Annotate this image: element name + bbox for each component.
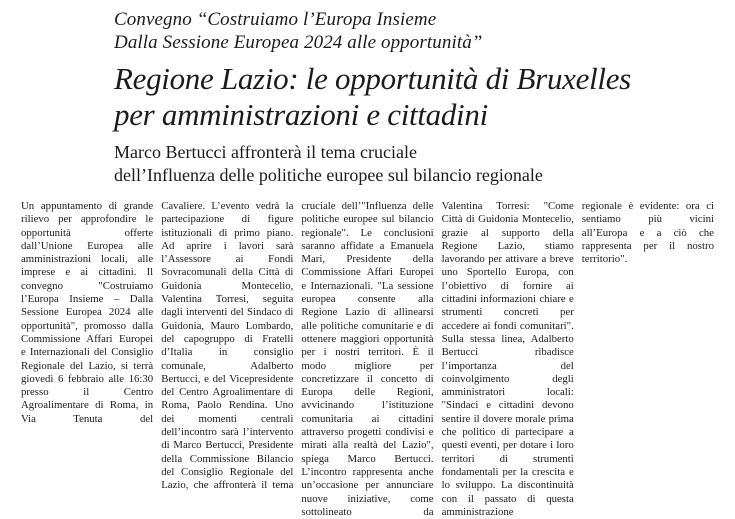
article-column-1: Un appuntamento di grande rilievo per approfondire le opportunità offerte dall’Unione Europea alle amministrazioni locali, alle imprese e ai cittadini. Il convegno "Costruiamo l’Europa Insieme – Dalla Sessione Europea 2024 alle opportunità", promosso dalla Commissione Affari Europei e Internazionali del Consiglio Regionale del Lazio, si terrà giovedì 6 febbraio alle 16:30 presso il Centro Agroalimentare di Roma, in Via Tenuta del: [21, 200, 154, 425]
kicker: [114, 8, 727, 54]
kicker-line-2: Dalla Sessione Europea 2024 alle opportunità”: [114, 32, 483, 53]
article-column-2: Cavaliere. L’evento vedrà la partecipazione di figure istituzionali di primo piano. Ad aprire i lavori sarà l’Assessore ai Fondi Sovracomunali della Città di Guidonia Montecelio, Valentina Torresi, seguita dagli interventi del Sindaco di Guidonia, Mauro Lombardo, del capogruppo di Fratelli d’Italia in consiglio comunale, Adalberto Bertucci, e del Vicepresidente del Centro Agroalimentare di Roma, Paolo Rendina. Uno dei momenti centrali dell’incontro sarà l’intervento di Marco Bertucci, Presidente della Commissione Bilancio del Consiglio Regionale del Lazio, che affronterà il tema: [161, 200, 294, 492]
article-column-4: Valentina Torresi: "Come Città di Guidonia Montecelio, grazie al supporto della Regione Lazio, stiamo lavorando per attivare a breve uno Sportello Europa, con l’obiettivo di fornire ai cittadini informazioni chiare e strumenti concreti per accedere ai fondi comunitari". Sulla stessa linea, Adalberto Bertucci ribadisce l’importanza del coinvolgimento degli amministratori locali: "Sindaci e cittadini devono sentire il dovere morale prima che politico di partecipare a questi eventi, per dotare i loro territori di strumenti fondamentali per la crescita e lo sviluppo. La discontinuità con il passato di questa amministrazione: [441, 200, 574, 518]
article-column-3: cruciale dell’"Influenza delle politiche europee sul bilancio regionale". Le conclusioni saranno affidate a Emanuela Mari, Presidente della Commissione Affari Europei e Internazionali. "La sessione europea consente alla Regione Lazio di allinearsi alle politiche comunitarie e di ottenere maggiori opportunità per i nostri territori. È il modo migliore per concretizzare il concetto di Europa delle Regioni, avvicinando l’istituzione comunitaria ai cittadini attraverso progetti condivisi e mirati alla realtà del Lazio", spiega Marco Bertucci. L’incontro rappresenta anche un’occasione per annunciare nuove iniziative, come sottolineato da: [301, 200, 434, 518]
subhead: [114, 141, 727, 187]
headline-line-1: Regione Lazio: le opportunità di Bruxelles: [114, 61, 631, 96]
article-column-5: regionale è evidente: ora ci sentiamo più vicini all’Europa e a ciò che rappresenta per il nostro territorio".: [581, 200, 714, 266]
subhead-line-2: dell’Influenza delle politiche europee sul bilancio regionale: [114, 165, 543, 185]
kicker-line-1: Convegno “Costruiamo l’Europa Insieme: [114, 9, 437, 30]
headline: [114, 61, 727, 133]
article-body: [21, 200, 714, 519]
subhead-line-1: Marco Bertucci affronterà il tema cruciale: [114, 142, 418, 162]
article-header: [114, 8, 727, 187]
headline-line-2: per amministrazioni e cittadini: [114, 97, 488, 132]
